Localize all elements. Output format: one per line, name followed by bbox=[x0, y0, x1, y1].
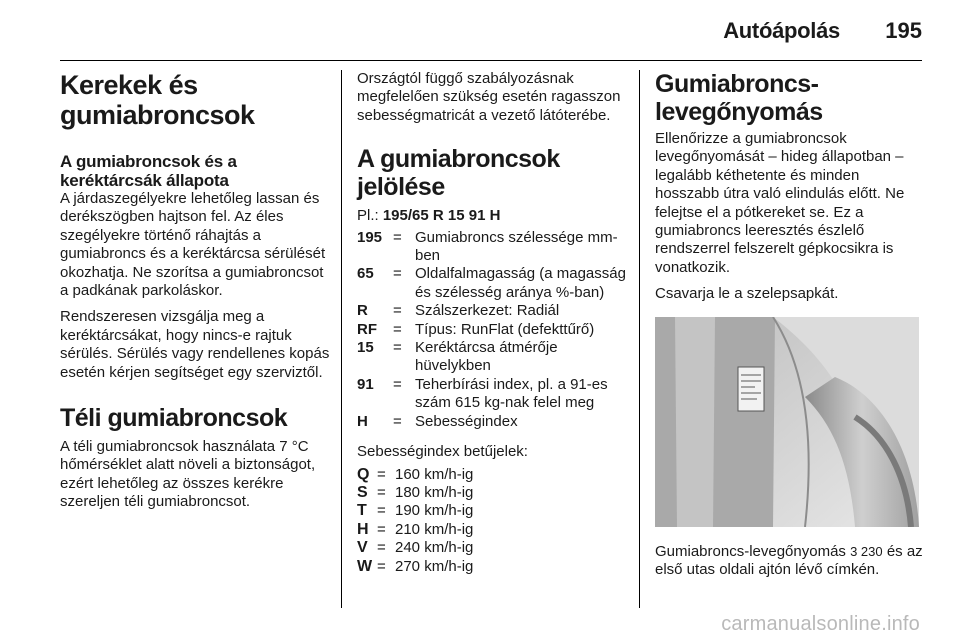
tire-label-photo bbox=[655, 317, 919, 527]
speed-code: Q bbox=[357, 465, 370, 483]
example-value: 195/65 R 15 91 H bbox=[382, 207, 501, 225]
section-heading: Kerekek és gumiabroncsok bbox=[60, 70, 255, 130]
equals-sign: = bbox=[377, 502, 386, 520]
equals-sign: = bbox=[377, 557, 386, 575]
equals-sign: = bbox=[393, 375, 402, 393]
subsection-heading: A gumiabroncsok és a keréktárcsák állapota bbox=[60, 152, 237, 190]
speed-code: T bbox=[357, 502, 367, 520]
example-prefix: Pl.: bbox=[357, 207, 383, 225]
tire-code-description: Teherbírási index, pl. a 91-es szám 615 kg-nak felel meg bbox=[415, 375, 608, 412]
paragraph: Csavarja le a szelepsapkát. bbox=[655, 285, 839, 303]
tire-code-row bbox=[357, 265, 627, 302]
tire-code-row bbox=[357, 339, 627, 376]
tire-code: 15 bbox=[357, 339, 374, 357]
paragraph: A járdaszegélyekre lehetőleg lassan és derékszögben hajtson fel. Az éles szegélyekre történő ráhajtás a gumiabroncs és a keréktárcsa sérülését okozhatja. Ne szorítsa a gumiabroncsot a padkának parkoláskor. bbox=[60, 190, 326, 300]
equals-sign: = bbox=[393, 320, 402, 338]
column-1 bbox=[60, 70, 332, 512]
tire-code-row bbox=[357, 321, 627, 339]
column-divider bbox=[639, 70, 640, 608]
speed-index-row bbox=[357, 521, 627, 539]
speed-index-row bbox=[357, 466, 627, 484]
tire-code: H bbox=[357, 412, 368, 430]
tire-code-description: Gumiabroncs szélessége mm-ben bbox=[415, 228, 618, 265]
tire-code-description: Szálszerkezet: Radiál bbox=[415, 302, 560, 320]
speed-index-row bbox=[357, 558, 627, 576]
caption-text: Gumiabroncs-levegőnyomás bbox=[655, 542, 851, 560]
tire-code: R bbox=[357, 302, 368, 320]
column-divider bbox=[341, 70, 342, 608]
paragraph: Rendszeresen vizsgálja meg a keréktárcsákat, hogy nincs-e rajtuk sérülés. Sérülés vagy rendellenes kopás esetén kérjen segítséget egy szerviztől. bbox=[60, 308, 330, 381]
equals-sign: = bbox=[393, 228, 402, 246]
photo-caption bbox=[655, 543, 925, 580]
tire-code-list bbox=[357, 229, 627, 431]
speed-value: 190 km/h-ig bbox=[395, 502, 474, 520]
caption-text: és az első utas oldali ajtón lévő címkén. bbox=[655, 542, 923, 579]
tire-code: 195 bbox=[357, 228, 383, 246]
equals-sign: = bbox=[393, 412, 402, 430]
equals-sign: = bbox=[393, 265, 402, 283]
equals-sign: = bbox=[377, 520, 386, 538]
paragraph: A téli gumiabroncsok használata 7 °C hőmérséklet alatt növeli a biztonságot, ezért lehetőleg az összes kerékre szereljen téli gumiabroncsot. bbox=[60, 438, 316, 511]
section-heading: A gumiabroncsok jelölése bbox=[357, 145, 560, 202]
paragraph: Országtól függő szabályozásnak megfelelően szükség esetén ragasszon sebességmatricát a vezető látóterébe. bbox=[357, 70, 621, 124]
speed-code: S bbox=[357, 483, 368, 501]
speed-index-row bbox=[357, 484, 627, 502]
tire-code-description: Oldalfalmagasság (a magasság és szélesség aránya %-ban) bbox=[415, 265, 626, 301]
tire-code-row bbox=[357, 302, 627, 320]
tire-code-description: Keréktárcsa átmérője hüvelykben bbox=[415, 339, 558, 375]
page-header bbox=[60, 0, 922, 61]
speed-code: V bbox=[357, 539, 368, 557]
section-heading: Gumiabroncs-levegőnyomás bbox=[655, 70, 823, 126]
watermark: carmanualsonline.info bbox=[721, 613, 920, 635]
column-3 bbox=[655, 70, 925, 579]
speed-intro: Sebességindex betűjelek: bbox=[357, 443, 528, 461]
tire-code-description: Típus: RunFlat (defekttűrő) bbox=[415, 320, 595, 338]
equals-sign: = bbox=[393, 302, 402, 320]
speed-value: 270 km/h-ig bbox=[395, 557, 474, 575]
reference-arrow-icon[interactable]: 3 230 bbox=[850, 543, 883, 559]
section-title: Autóápolás bbox=[723, 18, 840, 43]
speed-index-row bbox=[357, 502, 627, 520]
speed-code: H bbox=[357, 520, 369, 538]
equals-sign: = bbox=[393, 339, 402, 357]
tire-code-description: Sebességindex bbox=[415, 412, 518, 430]
section-heading: Téli gumiabroncsok bbox=[60, 404, 288, 433]
column-2 bbox=[357, 70, 627, 576]
speed-index-list bbox=[357, 466, 627, 576]
speed-value: 160 km/h-ig bbox=[395, 465, 474, 483]
door-pillar-illustration bbox=[655, 317, 919, 527]
speed-index-row bbox=[357, 539, 627, 557]
page-number: 195 bbox=[885, 18, 922, 43]
example-line bbox=[357, 207, 627, 225]
tire-code-row bbox=[357, 229, 627, 266]
speed-code: W bbox=[357, 557, 373, 575]
equals-sign: = bbox=[377, 539, 386, 557]
speed-value: 180 km/h-ig bbox=[395, 483, 474, 501]
equals-sign: = bbox=[377, 465, 386, 483]
tire-code-row bbox=[357, 413, 627, 431]
tire-code: RF bbox=[357, 320, 377, 338]
speed-value: 240 km/h-ig bbox=[395, 539, 474, 557]
tire-code: 91 bbox=[357, 375, 374, 393]
speed-value: 210 km/h-ig bbox=[395, 520, 474, 538]
paragraph: Ellenőrizze a gumiabroncsok levegőnyomását – hideg állapotban – legalább kéthetente és minden hosszabb útra való elindulás előtt. Ne felejtse el a pótkereket se. Ez a gumiabroncs leeresztés észlelő rendszerrel felszerelt gépkocsikra is vonatkozik. bbox=[655, 130, 905, 276]
tire-code: 65 bbox=[357, 265, 374, 283]
equals-sign: = bbox=[377, 483, 386, 501]
tire-code-row bbox=[357, 376, 627, 413]
